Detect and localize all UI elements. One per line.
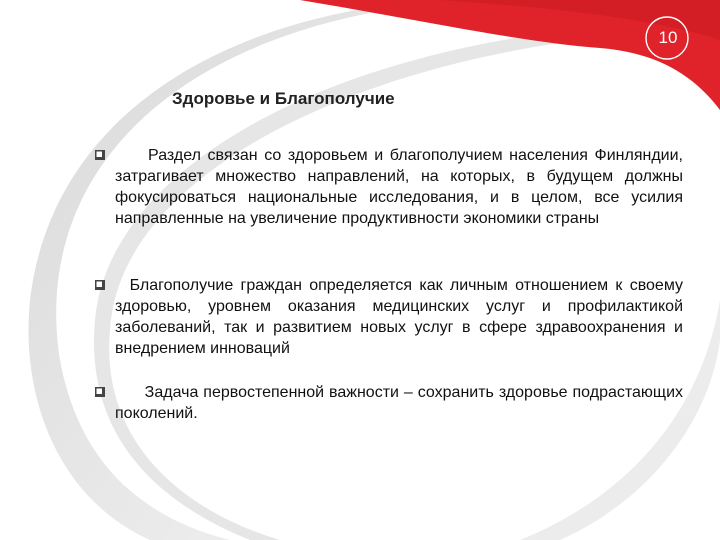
checkbox-bullet-icon: [94, 149, 106, 161]
bullet-text: Раздел связан со здоровьем и благополучием населения Финляндии, затрагивает множество направлений, на которых, в будущем должны фокусироваться национальные исследования, и в целом, все усилия направленные на увеличение продуктивности экономики страны: [115, 147, 688, 227]
background-swoosh: [29, 0, 471, 540]
checkbox-bullet-icon: [94, 279, 106, 291]
checkbox-bullet-icon: [94, 386, 106, 398]
page-number: 10: [658, 28, 678, 47]
slide-title: Здоровье и Благополучие: [172, 89, 395, 108]
bullet-text: Задача первостепенной важности – сохранить здоровье подрастающих поколений.: [115, 384, 688, 422]
bullet-item: [115, 275, 688, 359]
bullet-item: [115, 145, 688, 229]
bullet-text: Благополучие граждан определяется как личным отношением к своему здоровью, уровнем оказания медицинских услуг и профилактикой заболеваний, так и развитием новых услуг в сфере здравоохранения и внедрением инноваций: [115, 277, 688, 357]
bullet-item: [115, 382, 688, 424]
